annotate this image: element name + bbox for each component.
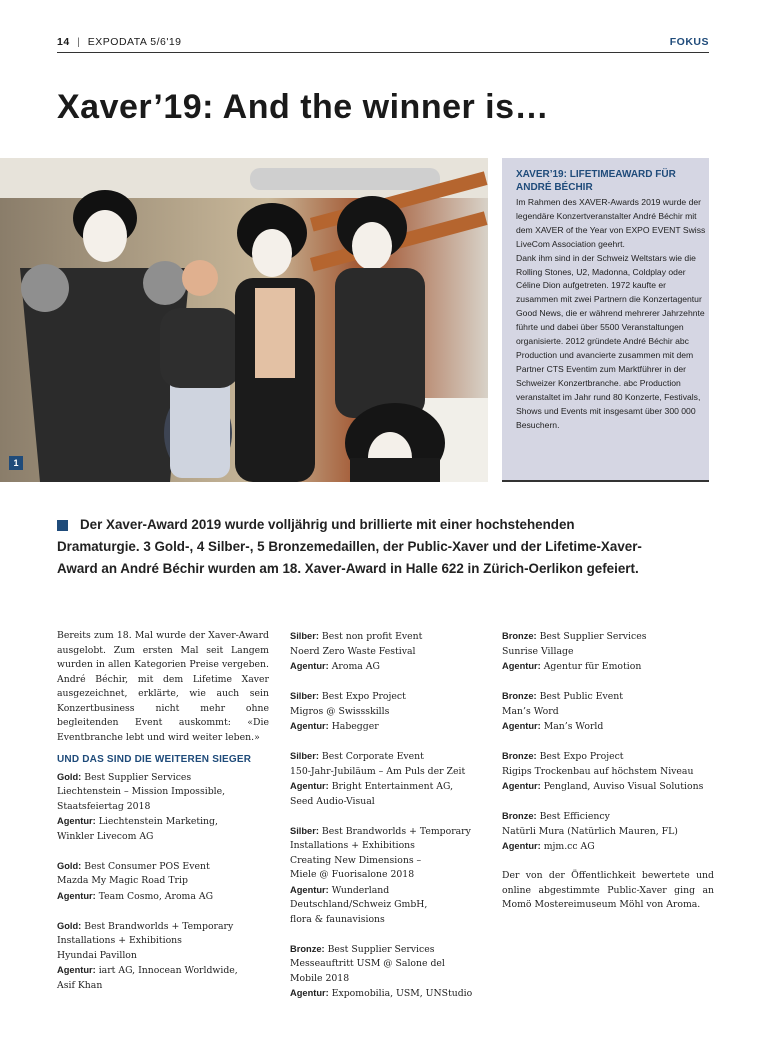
header-separator: |: [77, 36, 81, 48]
agentur-name: iart AG, Innocean Worldwide,: [98, 965, 238, 976]
header-left: [57, 36, 182, 48]
agentur-label: Agentur:: [290, 661, 329, 671]
agentur-label: Agentur:: [57, 816, 96, 826]
article-title: Xaver’19: And the winner is…: [57, 88, 550, 126]
winner-block: [57, 859, 269, 905]
medal-label: Silber:: [290, 691, 319, 701]
winners-list-2: [290, 629, 490, 1002]
agentur-line: [502, 779, 714, 795]
sidebar-title: XAVER’19: LIFETIMEAWARD FÜR ANDRÉ BÉCHIR: [516, 169, 676, 193]
sidebar-paragraph: Dank ihm sind in der Schweiz Weltstars wie die Rolling Stones, U2, Madonna, Coldplay oder Céline Dion aufgetreten. 1972 kaufte er zusammen mit zwei Partnern die Konzertagentur Good News, die er während mehrerer Jahrzehnte führte und dabei über 5500 Veranstaltungen organisierte. 2012 gründete André Béchir abc Production und avancierte zusammen mit dem Partner CTS Eventim zum Marktführer in der Schweizer Konzertbranche. abc Production veranstaltet im Jahr rund 80 Konzerte, Festivals, Shows und Events mit insgesamt über 300 000 Besuchern.: [516, 252, 705, 430]
project-name: Staatsfeiertag 2018: [57, 800, 151, 812]
medal-label: Bronze:: [502, 691, 537, 701]
winner-category-line: [57, 770, 269, 786]
agentur-label: Agentur:: [502, 841, 541, 851]
category-name: Best non profit Event: [321, 631, 423, 642]
project-name: Sunrise Village: [502, 645, 574, 657]
project-name: Creating New Dimensions –: [290, 854, 422, 866]
agentur-line: [290, 883, 490, 899]
photo-illustration: [0, 158, 488, 482]
winner-category-line: [290, 824, 490, 840]
section-label: FOKUS: [669, 36, 709, 48]
agentur-name-cont: Asif Khan: [57, 979, 103, 991]
photo-number-badge: 1: [9, 456, 23, 470]
winner-block: [290, 689, 490, 735]
agentur-name-cont: Winkler Livecom AG: [57, 830, 154, 842]
agentur-line: [502, 839, 714, 855]
agentur-line: [502, 659, 714, 675]
agentur-name: Liechtenstein Marketing,: [98, 816, 218, 827]
medal-label: Bronze:: [502, 811, 537, 821]
agentur-label: Agentur:: [290, 721, 329, 731]
project-name: Rigips Trockenbau auf höchstem Niveau: [502, 765, 694, 777]
winners-heading: UND DAS SIND DIE WEITEREN SIEGER: [57, 754, 252, 765]
category-name: Best Supplier Services: [327, 943, 435, 955]
project-name: Hyundai Pavillon: [57, 949, 137, 961]
agentur-name-cont: flora & faunavisions: [290, 913, 385, 925]
winner-category-line: [502, 809, 714, 825]
agentur-line: [290, 659, 490, 675]
article-photo: [0, 158, 488, 482]
winner-category-line: [502, 749, 714, 765]
agentur-line: [290, 986, 490, 1002]
sidebar-paragraph: Im Rahmen des XAVER-Awards 2019 wurde der legendäre Konzertveranstalter André Béchir mit dem XAVER of the Year von EXPO EVENT Swiss LiveCom Association geehrt.: [516, 197, 706, 249]
project-name: Messeauftritt USM @ Salone del: [290, 958, 445, 969]
agentur-label: Agentur:: [502, 781, 541, 791]
winner-category-line: [502, 629, 714, 645]
medal-label: Silber:: [290, 751, 319, 761]
winner-block: [290, 629, 490, 675]
project-name: Mobile 2018: [290, 972, 350, 984]
project-name: Natürli Mura (Natürlich Mauren, FL): [502, 825, 678, 837]
project-name: Noerd Zero Waste Festival: [290, 645, 416, 657]
project-name: Mazda My Magic Road Trip: [57, 875, 188, 886]
project-name: Liechtenstein – Mission Impossible,: [57, 786, 226, 797]
category-name: Best Supplier Services: [84, 771, 192, 783]
page-number: 14: [57, 36, 70, 48]
medal-label: Bronze:: [290, 943, 325, 954]
agentur-name: Wunderland: [331, 884, 390, 896]
agentur-line: [502, 719, 714, 735]
agentur-label: Agentur:: [502, 721, 541, 731]
category-name: Best Public Event: [539, 691, 623, 702]
column-1: [57, 629, 269, 1008]
category-name: Best Brandworlds + Temporary: [321, 825, 471, 837]
winner-category-line: [502, 689, 714, 705]
agentur-name: Team Cosmo, Aroma AG: [98, 890, 214, 902]
category-name: Best Efficiency: [539, 811, 610, 822]
category-name: Best Supplier Services: [539, 631, 647, 642]
medal-label: Gold:: [57, 771, 82, 782]
winner-block: [502, 809, 714, 855]
winner-block: [290, 824, 490, 928]
agentur-label: Agentur:: [502, 661, 541, 671]
winner-block: [57, 919, 269, 994]
agentur-name: mjm.cc AG: [543, 841, 595, 852]
agentur-label: Agentur:: [290, 884, 329, 895]
project-name: Migros @ Swissskills: [290, 705, 390, 717]
winner-block: [502, 689, 714, 735]
agentur-name-cont: Seed Audio-Visual: [290, 795, 375, 807]
medal-label: Gold:: [57, 920, 82, 931]
agentur-name: Habegger: [331, 721, 379, 732]
agentur-line: [57, 963, 269, 979]
category-name: Best Expo Project: [539, 751, 624, 762]
outro-paragraph: Der von der Öffentlichkeit bewertete und online abgestimmte Public-Xaver ging an Momö Mostereimuseum Möhl von Aroma.: [502, 870, 714, 910]
lifetime-award-box: [502, 158, 709, 482]
agentur-name: Pengland, Auviso Visual Solutions: [543, 781, 704, 792]
agentur-name: Bright Entertainment AG,: [331, 781, 454, 792]
agentur-line: [290, 779, 490, 795]
category-name: Best Consumer POS Event: [84, 860, 210, 872]
winner-block: [502, 749, 714, 795]
project-name: 150-Jahr-Jubiläum – Am Puls der Zeit: [290, 765, 466, 777]
category-name: Best Corporate Event: [321, 751, 424, 762]
winners-list-3: [502, 629, 714, 855]
category-name: Best Expo Project: [321, 691, 406, 702]
agentur-line: [290, 719, 490, 735]
medal-label: Silber:: [290, 825, 319, 836]
project-name: Miele @ Fuorisalone 2018: [290, 869, 415, 880]
winner-category-line: [290, 749, 490, 765]
intro-paragraph: Bereits zum 18. Mal wurde der Xaver-Award ausgelobt. Zum ersten Mal seit Langem wurden in allen Kategorien Preise vergeben. André Béchir, mit dem Lifetime Xaver ausgezeichnet, erklärte, wie auch sein Konzertbusiness nicht mehr ohne begleitenden Event auskommt: «Die Eventbranche lebt und wird weiter leben.»: [57, 630, 269, 743]
agentur-label: Agentur:: [290, 781, 329, 791]
column-3: [502, 629, 714, 913]
agentur-line: [57, 814, 269, 830]
column-2: [290, 629, 490, 1016]
agentur-name: Expomobilia, USM, UNStudio: [331, 988, 473, 999]
medal-label: Gold:: [57, 860, 82, 871]
medal-label: Silber:: [290, 631, 319, 641]
project-name: Man’s Word: [502, 705, 559, 717]
lead-paragraph: Der Xaver-Award 2019 wurde volljährig und brillierte mit einer hochstehenden Dramaturgie. 3 Gold-, 4 Silber-, 5 Bronzemedaillen, der Public-Xaver und der Lifetime-Xaver-Award an André Béchir wurden am 18. Xaver-Award in Halle 622 in Zürich-Oerlikon gefeiert.: [57, 517, 642, 577]
agentur-label: Agentur:: [57, 965, 96, 975]
winner-block: [57, 770, 269, 845]
category-name-cont: Installations + Exhibitions: [57, 935, 182, 946]
medal-label: Bronze:: [502, 751, 537, 761]
agentur-name: Man’s World: [543, 721, 604, 732]
winner-block: [502, 629, 714, 675]
agentur-name-cont: Deutschland/Schweiz GmbH,: [290, 899, 428, 910]
agentur-line: [57, 889, 269, 905]
agentur-name: Agentur für Emotion: [543, 661, 642, 672]
agentur-name: Aroma AG: [331, 661, 380, 672]
winner-category-line: [57, 859, 269, 875]
category-name-cont: Installations + Exhibitions: [290, 840, 415, 851]
agentur-label: Agentur:: [57, 890, 96, 901]
winner-category-line: [290, 942, 490, 958]
winner-block: [290, 942, 490, 1002]
winner-block: [290, 749, 490, 809]
publication-name: EXPODATA 5/6'19: [87, 36, 182, 48]
sidebar-body: [516, 196, 706, 432]
agentur-label: Agentur:: [290, 988, 329, 998]
winner-category-line: [57, 919, 269, 935]
page-header: [57, 36, 709, 53]
medal-label: Bronze:: [502, 631, 537, 641]
winner-category-line: [290, 689, 490, 705]
winner-category-line: [290, 629, 490, 645]
category-name: Best Brandworlds + Temporary: [84, 920, 234, 932]
winners-list-1: [57, 770, 269, 994]
